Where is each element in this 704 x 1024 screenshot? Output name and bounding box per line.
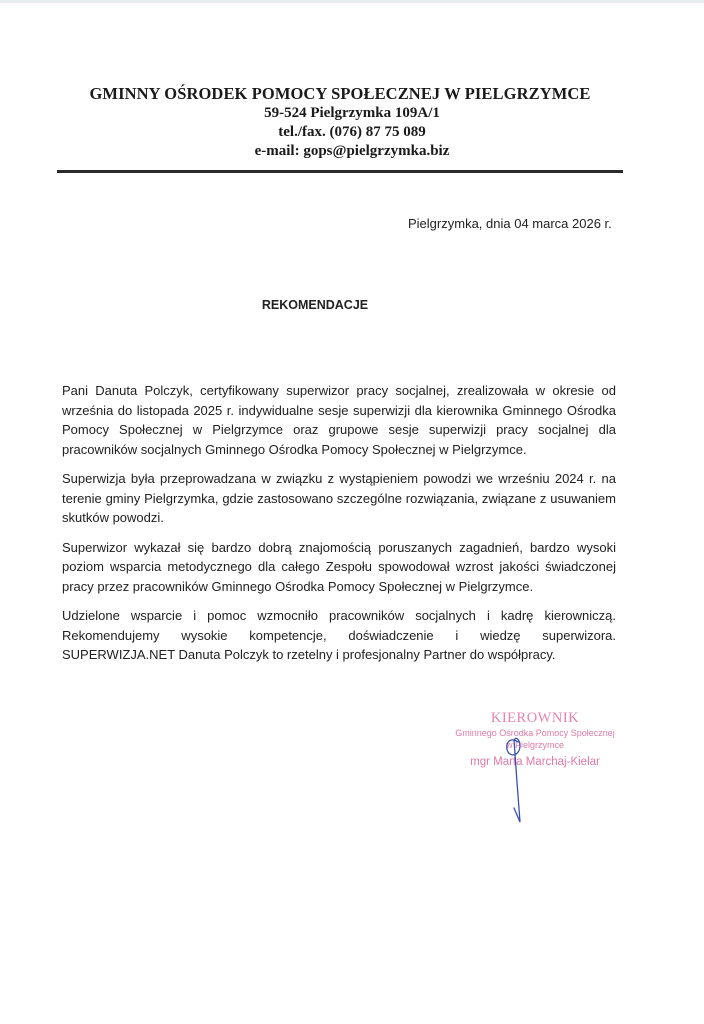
scan-edge — [0, 0, 704, 3]
document-heading: REKOMENDACJE — [261, 298, 369, 312]
stamp-signatory-name: mgr Marta Marchaj-Kielar — [470, 756, 600, 768]
signature-stroke — [507, 738, 520, 822]
organization-address: 59-524 Pielgrzymka 109A/1 — [264, 105, 440, 121]
letterhead-divider — [57, 170, 623, 173]
stamp-title: KIEROWNIK — [490, 710, 580, 726]
paragraph: Superwizja była przeprowadzana w związku z wystąpieniem powodzi we wrześniu 2024 r. na terenie gminy Pielgrzymka, gdzie zastosowano szczególne rozwiązania, związane z usuwaniem skutków powodzi. — [62, 471, 616, 525]
paragraph: Udzielone wsparcie i pomoc wzmocniło pracowników socjalnych i kadrę kierowniczą. Rekomendujemy wysokie kompetencje, doświadczenie i wiedzę superwizora. SUPERWIZJA.NET Danuta Polczyk to rzetelny i profesjonalny Partner do współpracy. — [62, 608, 616, 662]
stamp-org-line: Gminnego Ośrodka Pomocy Społecznej — [455, 728, 615, 738]
paragraph: Pani Danuta Polczyk, certyfikowany superwizor pracy socjalnej, zrealizowała w okresie od września do listopada 2025 r. indywidualne sesje superwizji dla kierownika Gminnego Ośrodka Pomocy Społecznej w Pielgrzymce oraz grupowe sesje superwizji pracy socjalnej dla pracowników socjalnych Gminnego Ośrodka Pomocy Społecznej w Pielgrzymce. — [62, 383, 616, 457]
date-line: Pielgrzymka, dnia 04 marca 2026 r. — [408, 216, 612, 231]
organization-phone: tel./fax. (076) 87 75 089 — [278, 124, 426, 140]
organization-name: GMINNY OŚRODEK POMOCY SPOŁECZNEJ W PIELGRZYMCE — [89, 84, 591, 103]
stamp-org-line: w Pielgrzymce — [505, 740, 564, 750]
letter-body — [62, 381, 616, 675]
paragraph: Superwizor wykazał się bardzo dobrą znajomością poruszanych zagadnień, bardzo wysoki poziom wsparcia metodycznego dla całego Zespołu spowodował wzrost jakości świadczonej pracy przez pracowników Gminnego Ośrodka Pomocy Społecznej w Pielgrzymce. — [62, 539, 616, 594]
organization-email: e-mail: gops@pielgrzymka.biz — [254, 143, 450, 159]
handwritten-signature — [490, 722, 550, 832]
